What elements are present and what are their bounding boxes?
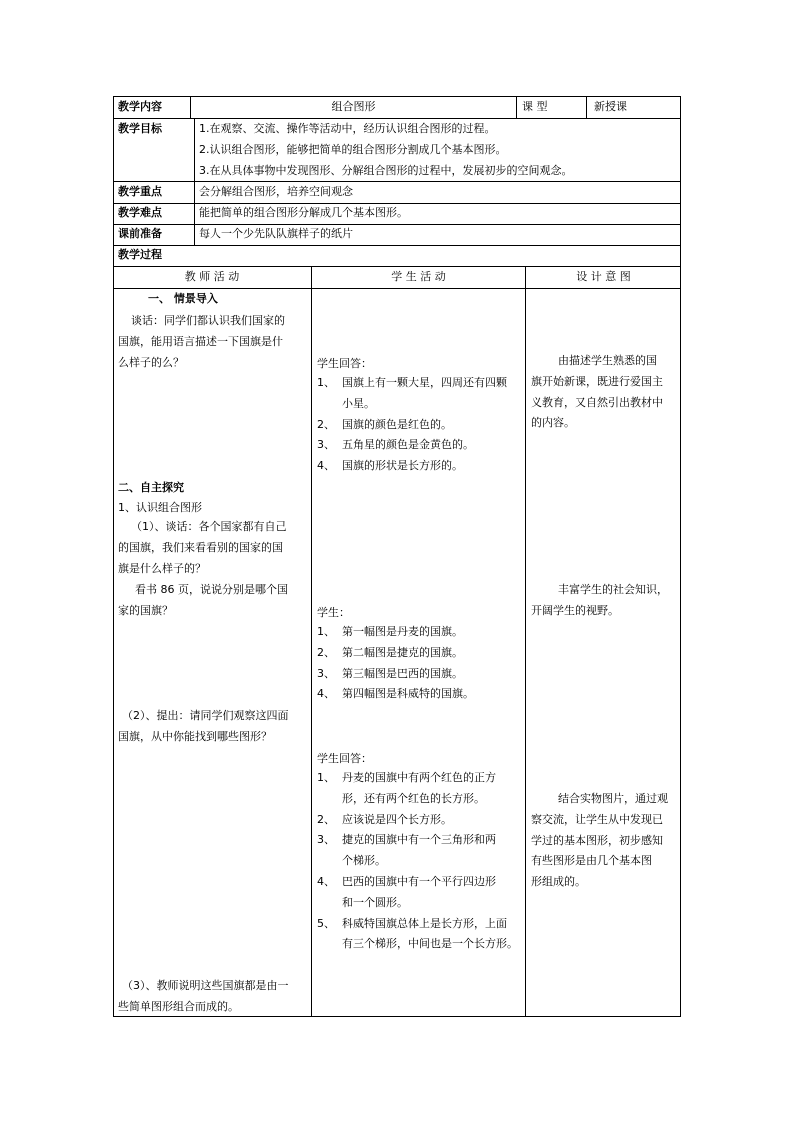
list-text: 应该说是四个长方形。	[342, 812, 452, 826]
list-item	[317, 893, 522, 914]
list-number: 4、	[317, 687, 335, 701]
difficulty-value: 能把简单的组合图形分解成几个基本图形。	[199, 206, 408, 219]
list-item	[317, 830, 522, 851]
student-answer-title: 学生回答：	[317, 752, 372, 765]
col-divider	[586, 96, 587, 118]
student-answer-2	[317, 622, 522, 705]
list-text: 第四幅图是科威特的国旗。	[342, 687, 474, 701]
section-title-intro: 一、 情景导入	[148, 292, 218, 305]
list-text: 第二幅图是捷克的国旗。	[342, 645, 463, 659]
design-note-1	[531, 351, 679, 434]
text-line: 的国旗，我们来看看别的国家的国	[118, 540, 283, 554]
list-number: 4、	[317, 874, 335, 888]
row-divider	[113, 181, 681, 182]
row-divider	[113, 118, 681, 119]
prep-value: 每人一个少先队队旗样子的纸片	[199, 227, 353, 240]
text-line: 的内容。	[531, 416, 575, 430]
student-answer-3	[317, 768, 522, 955]
list-item	[317, 810, 522, 831]
col-divider	[525, 266, 526, 1017]
goals-label: 教学目标	[118, 122, 162, 135]
key-label: 教学重点	[118, 185, 162, 198]
list-item	[317, 768, 522, 789]
list-number: 3、	[317, 666, 335, 680]
row-divider	[113, 266, 681, 267]
list-text: 丹麦的国旗中有两个红色的正方	[342, 771, 496, 784]
list-number: 1、	[317, 376, 335, 389]
text-line: 丰富学生的社会知识，	[558, 583, 668, 596]
teacher-explore-p3	[118, 706, 308, 748]
row-divider	[113, 288, 681, 289]
text-line: 旗开始新课，既进行爱国主	[531, 374, 663, 388]
text-line: 义教育，又自然引出教材中	[531, 395, 663, 409]
goal-item: 1.在观察、交流、操作等活动中，经历认识组合图形的过程。	[199, 122, 496, 135]
row-divider	[113, 203, 681, 204]
list-item	[317, 622, 522, 643]
type-label: 课 型	[522, 100, 548, 113]
list-number: 2、	[317, 417, 335, 431]
list-text: 科威特国旗总体上是长方形，上面	[342, 916, 507, 930]
list-item	[317, 914, 522, 935]
list-text: 第三幅图是巴西的国旗。	[342, 666, 463, 680]
text-line: 察交流，让学生从中发现已	[531, 812, 663, 826]
student-answer-title: 学生：	[317, 606, 350, 619]
list-item	[317, 872, 522, 893]
text-line: 国旗，能用语言描述一下国旗是什	[118, 334, 283, 348]
content-value: 组合图形	[331, 100, 376, 113]
difficulty-label: 教学难点	[118, 206, 162, 219]
design-note-2	[531, 580, 679, 622]
teacher-intro-talk	[118, 311, 308, 373]
col-divider	[516, 96, 517, 118]
list-item	[317, 684, 522, 705]
list-text: 五角星的颜色是金黄色的。	[342, 438, 474, 452]
text-line: 国旗，从中你能找到哪些图形？	[118, 729, 272, 743]
list-item	[317, 934, 522, 955]
text-line: （3）、教师说明这些国旗都是由一	[122, 979, 289, 992]
text-line: 形组成的。	[531, 875, 586, 889]
section-title-explore: 二、自主探究	[118, 481, 184, 494]
student-column-header: 学 生 活 动	[391, 270, 446, 283]
teacher-explore-p4	[118, 976, 308, 1018]
list-item	[317, 643, 522, 664]
list-text: 国旗的形状是长方形的。	[342, 459, 463, 473]
list-item	[317, 456, 522, 477]
text-line: 学过的基本图形，初步感知	[531, 833, 663, 847]
text-line: 开阔学生的视野。	[531, 603, 619, 617]
list-item	[317, 435, 522, 456]
student-answer-1	[317, 373, 522, 477]
list-number: 1、	[317, 625, 335, 638]
list-item	[317, 851, 522, 872]
process-label: 教学过程	[118, 248, 162, 261]
row-divider	[113, 245, 681, 246]
list-item	[317, 789, 522, 810]
text-line: 谈话：同学们都认识我们国家的	[131, 314, 285, 327]
student-answer-title: 学生回答：	[317, 357, 372, 370]
list-text: 和一个圆形。	[342, 895, 408, 909]
prep-label: 课前准备	[118, 227, 162, 240]
list-text: 小星。	[342, 396, 375, 410]
subsection-title: 1、认识组合图形	[118, 501, 202, 514]
list-text: 有三个梯形，中间也是一个长方形。	[342, 937, 518, 951]
text-line: 么样子的么？	[118, 355, 184, 369]
text-line: 家的国旗？	[118, 603, 173, 617]
col-divider	[194, 118, 195, 245]
col-divider	[311, 266, 312, 1017]
teacher-explore-p2	[118, 580, 308, 622]
list-number: 4、	[317, 459, 335, 473]
list-text: 国旗上有一颗大星，四周还有四颗	[342, 376, 507, 389]
goal-item: 3.在从具体事物中发现图形、分解组合图形的过程中，发展初步的空间观念。	[199, 164, 573, 177]
list-number: 1、	[317, 771, 335, 784]
list-number: 5、	[317, 916, 335, 930]
list-item	[317, 415, 522, 436]
design-column-header: 设 计 意 图	[576, 270, 631, 283]
text-line: （2）、提出：请同学们观察这四面	[122, 709, 289, 722]
text-line: 看书 86 页，说说分别是哪个国	[135, 583, 288, 596]
list-text: 捷克的国旗中有一个三角形和两	[342, 833, 496, 847]
text-line: （1）、谈话：各个国家都有自己	[131, 520, 287, 533]
list-text: 形，还有两个红色的长方形。	[342, 791, 485, 805]
list-number: 2、	[317, 812, 335, 826]
list-item	[317, 394, 522, 415]
text-line: 些简单图形组合而成的。	[118, 999, 239, 1013]
key-value: 会分解组合图形，培养空间观念	[199, 185, 353, 198]
list-item	[317, 373, 522, 394]
list-text: 国旗的颜色是红色的。	[342, 417, 452, 431]
text-line: 旗是什么样子的？	[118, 561, 206, 575]
list-text: 巴西的国旗中有一个平行四边形	[342, 874, 496, 888]
text-line: 有些图形是由几个基本图	[531, 854, 652, 868]
row-divider	[113, 224, 681, 225]
list-item	[317, 664, 522, 685]
goal-item: 2.认识组合图形，能够把简单的组合图形分割成几个基本图形。	[199, 143, 507, 156]
design-note-3	[531, 789, 679, 893]
type-value: 新授课	[594, 100, 627, 113]
list-number: 3、	[317, 833, 335, 847]
list-text: 个梯形。	[342, 854, 386, 868]
list-text: 第一幅图是丹麦的国旗。	[342, 625, 463, 638]
teacher-explore-p1	[118, 517, 308, 579]
list-number: 2、	[317, 645, 335, 659]
teacher-column-header: 教 师 活 动	[184, 270, 240, 283]
text-line: 由描述学生熟悉的国	[558, 354, 657, 367]
text-line: 结合实物图片，通过观	[558, 792, 668, 805]
content-label: 教学内容	[118, 100, 162, 113]
list-number: 3、	[317, 438, 335, 452]
